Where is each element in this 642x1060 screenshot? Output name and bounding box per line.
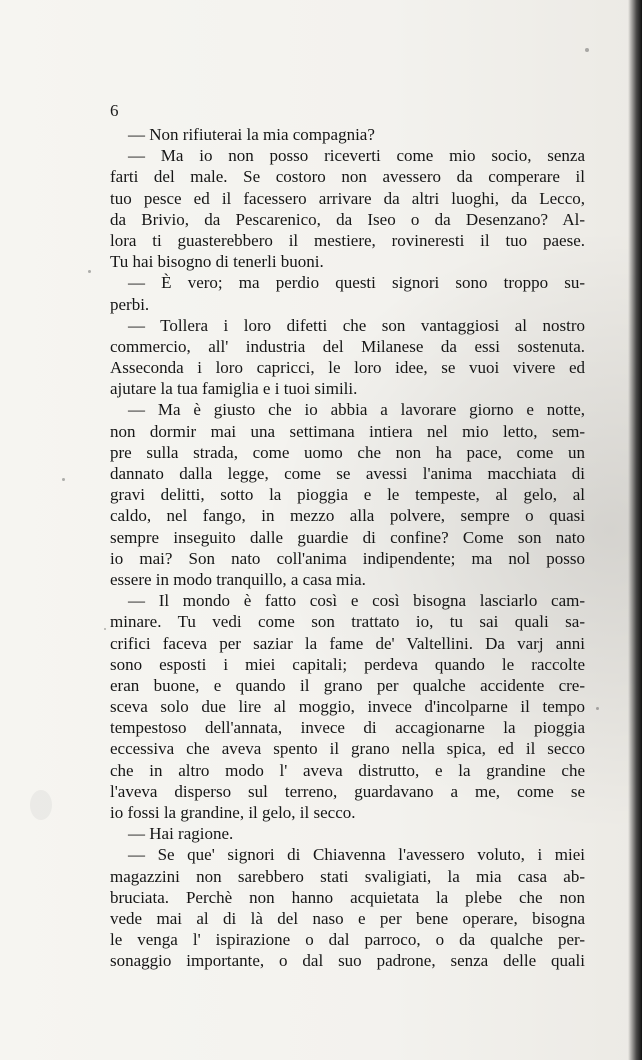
- text-line: l'aveva disperso sul terreno, guardavano a me, come se: [110, 781, 585, 801]
- book-spine-shadow: [628, 0, 642, 1060]
- text-line: sonaggio importante, o dal suo padrone, senza delle quali: [110, 951, 585, 971]
- text-line: essere in modo tranquillo, a casa mia.: [110, 569, 366, 589]
- text-line: lora ti guasterebbero il mestiere, rovineresti il tuo paese.: [110, 230, 585, 250]
- text-line: dannato dalla legge, come se avessi l'anima macchiata di: [110, 464, 585, 483]
- text-line: sono esposti i miei capitali; perdeva quando le raccolte: [110, 654, 585, 674]
- paper-speck: [62, 478, 65, 481]
- text-line: che in altro modo l' aveva distrutto, e la grandine che: [110, 760, 585, 780]
- text-line: caldo, nel fango, in mezzo alla polvere, sempre o quasi: [110, 506, 585, 526]
- text-line: ajutare la tua famiglia e i tuoi simili.: [110, 379, 358, 399]
- text-line: — È vero; ma perdio questi signori sono troppo su-: [128, 273, 585, 293]
- text-line: — Hai ragione.: [128, 824, 234, 844]
- paper-speck: [104, 628, 106, 630]
- text-line: Asseconda i loro capricci, le loro idee, se vuoi vivere ed: [110, 358, 585, 378]
- text-line: crifici faceva per saziar la fame de' Valtellini. Da varj anni: [110, 633, 585, 653]
- text-line: eccessiva che aveva spento il grano nella spica, ed il secco: [110, 739, 585, 759]
- text-line: eran buone, e quando il grano per qualche accidente cre-: [110, 675, 585, 695]
- text-line: tuo pesce ed il facessero arrivare da altri luoghi, da Lecco,: [110, 188, 585, 208]
- body-text: [110, 124, 585, 972]
- text-line: — Se que' signori di Chiavenna l'avessero voluto, i miei: [128, 845, 585, 865]
- text-line: sempre inseguito dalle guardie di confine? Come son nato: [110, 527, 585, 547]
- text-line: commercio, all' industria del Milanese da essi sostenuta.: [110, 336, 585, 356]
- text-line: bruciata. Perchè non hanno acquietata la plebe che non: [110, 887, 585, 907]
- text-line: sceva solo due lire al moggio, invece d'incolparne il tempo: [110, 697, 585, 717]
- text-line: gravi delitti, sotto la pioggia e le tempeste, al gelo, al: [110, 485, 585, 505]
- paper-speck: [596, 707, 599, 710]
- text-line: da Brivio, da Pescarenico, da Iseo o da Desenzano? Al-: [110, 209, 585, 229]
- text-line: tempestoso dell'annata, invece di accagionarne la pioggia: [110, 718, 585, 738]
- text-line: le venga l' ispirazione o dal parroco, o da qualche per-: [110, 930, 585, 950]
- text-line: minare. Tu vedi come son trattato io, tu sai quali sa-: [110, 612, 585, 632]
- text-line: pre sulla strada, come uomo che non ha pace, come un: [110, 442, 585, 462]
- text-line: — Tollera i loro difetti che son vantaggiosi al nostro: [128, 315, 585, 335]
- text-line: io mai? Son nato coll'anima indipendente; ma nol posso: [110, 548, 585, 568]
- text-line: — Non rifiuterai la mia compagnia?: [128, 125, 375, 144]
- paper-speck: [585, 48, 589, 52]
- paper-speck: [30, 790, 52, 820]
- text-line: — Ma io non posso riceverti come mio socio, senza: [128, 146, 585, 166]
- text-line: io fossi la grandine, il gelo, il secco.: [110, 803, 356, 822]
- text-line: — Ma è giusto che io abbia a lavorare giorno e notte,: [128, 400, 585, 420]
- text-line: perbi.: [110, 294, 150, 314]
- text-line: — Il mondo è fatto così e così bisogna lasciarlo cam-: [128, 591, 585, 611]
- text-line: vede mai al di là del naso e per bene operare, bisogna: [110, 908, 585, 928]
- text-line: farti del male. Se costoro non avessero da comperare il: [110, 167, 585, 187]
- text-line: magazzini non sarebbero stati svaligiati, la mia casa ab-: [110, 866, 585, 886]
- paper-speck: [88, 270, 91, 273]
- text-line: non dormir mai una settimana intiera nel mio letto, sem-: [110, 421, 585, 441]
- text-line: Tu hai bisogno di tenerli buoni.: [110, 252, 324, 272]
- page-number: 6: [110, 101, 119, 120]
